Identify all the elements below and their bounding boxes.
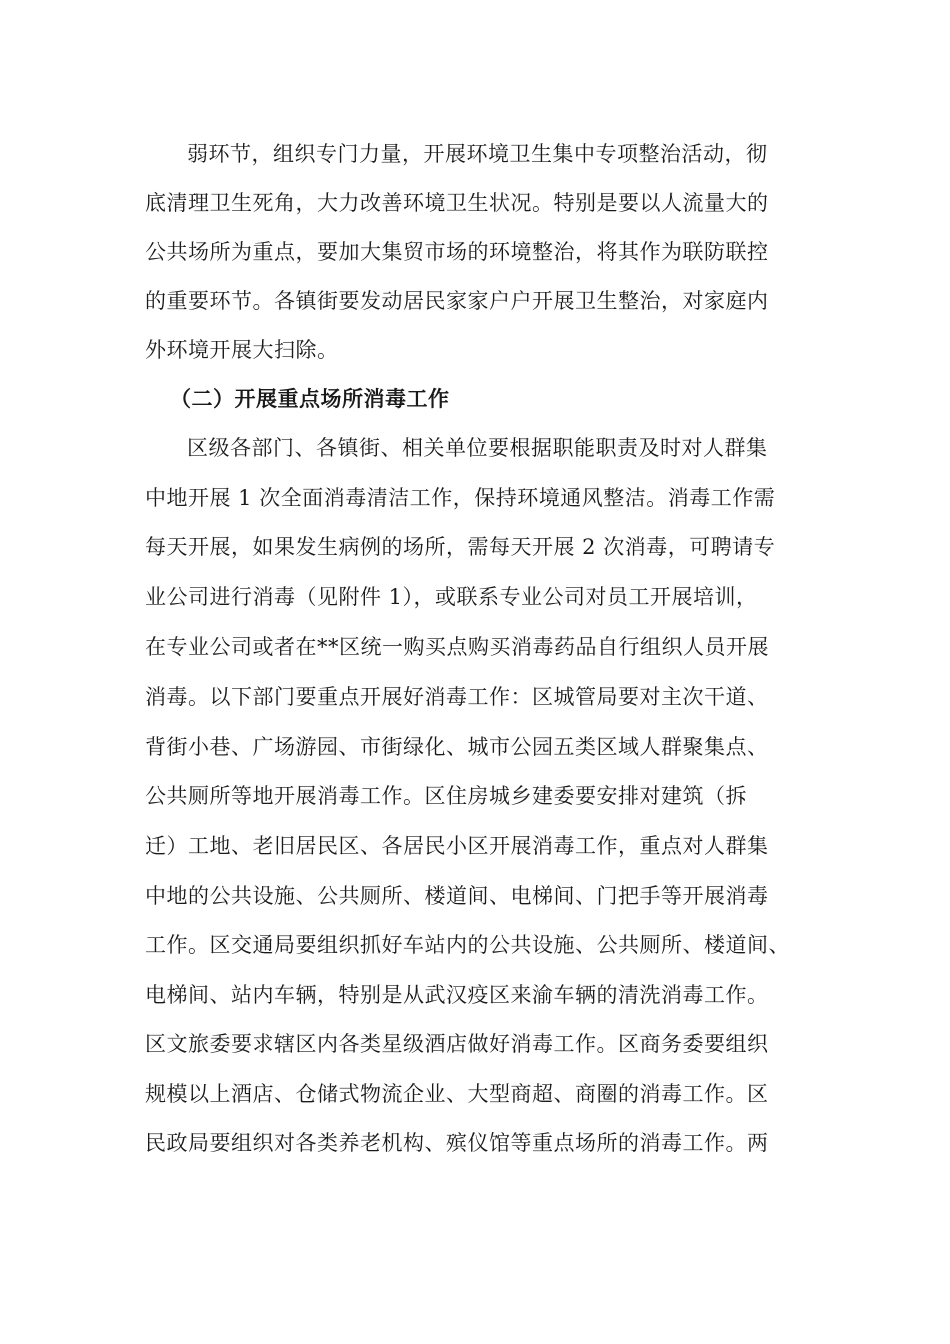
paragraph-line: 背街小巷、广场游园、市街绿化、城市公园五类区域人群聚集点、: [145, 735, 769, 759]
paragraph-line: 规模以上酒店、仓储式物流企业、大型商超、商圈的消毒工作。区: [145, 1082, 769, 1106]
paragraph-line: 消毒。以下部门要重点开展好消毒工作：区城管局要对主次干道、: [145, 685, 769, 709]
paragraph-line: 公共厕所等地开展消毒工作。区住房城乡建委要安排对建筑（拆: [145, 784, 747, 808]
paragraph-line: 在专业公司或者在**区统一购买点购买消毒药品自行组织人员开展: [145, 635, 769, 659]
paragraph-line: 迁）工地、老旧居民区、各居民小区开展消毒工作，重点对人群集: [145, 834, 769, 858]
paragraph-line: 区文旅委要求辖区内各类星级酒店做好消毒工作。区商务委要组织: [145, 1032, 769, 1056]
paragraph-line: 弱环节，组织专门力量，开展环境卫生集中专项整治活动，彻: [187, 142, 768, 166]
paragraph-line: 每天开展，如果发生病例的场所，需每天开展 2 次消毒，可聘请专: [145, 535, 776, 559]
paragraph-line: 民政局要组织对各类养老机构、殡仪馆等重点场所的消毒工作。两: [145, 1131, 769, 1155]
paragraph-line: 工作。区交通局要组织抓好车站内的公共设施、公共厕所、楼道间、: [145, 933, 790, 957]
paragraph-line: 电梯间、站内车辆，特别是从武汉疫区来渝车辆的清洗消毒工作。: [145, 983, 769, 1007]
paragraph-line: 外环境开展大扫除。: [145, 338, 339, 362]
section-heading: （二）开展重点场所消毒工作: [170, 387, 450, 411]
paragraph-line: 区级各部门、各镇街、相关单位要根据职能职责及时对人群集: [187, 436, 768, 460]
paragraph-line: 的重要环节。各镇街要发动居民家家户户开展卫生整治，对家庭内: [145, 289, 769, 313]
paragraph-line: 底清理卫生死角，大力改善环境卫生状况。特别是要以人流量大的: [145, 191, 769, 215]
paragraph-line: 业公司进行消毒（见附件 1），或联系专业公司对员工开展培训，: [145, 585, 758, 609]
paragraph-line: 中地的公共设施、公共厕所、楼道间、电梯间、门把手等开展消毒: [145, 884, 769, 908]
paragraph-line: 公共场所为重点，要加大集贸市场的环境整治，将其作为联防联控: [145, 240, 769, 264]
paragraph-line: 中地开展 1 次全面消毒清洁工作，保持环境通风整洁。消毒工作需: [145, 486, 776, 510]
